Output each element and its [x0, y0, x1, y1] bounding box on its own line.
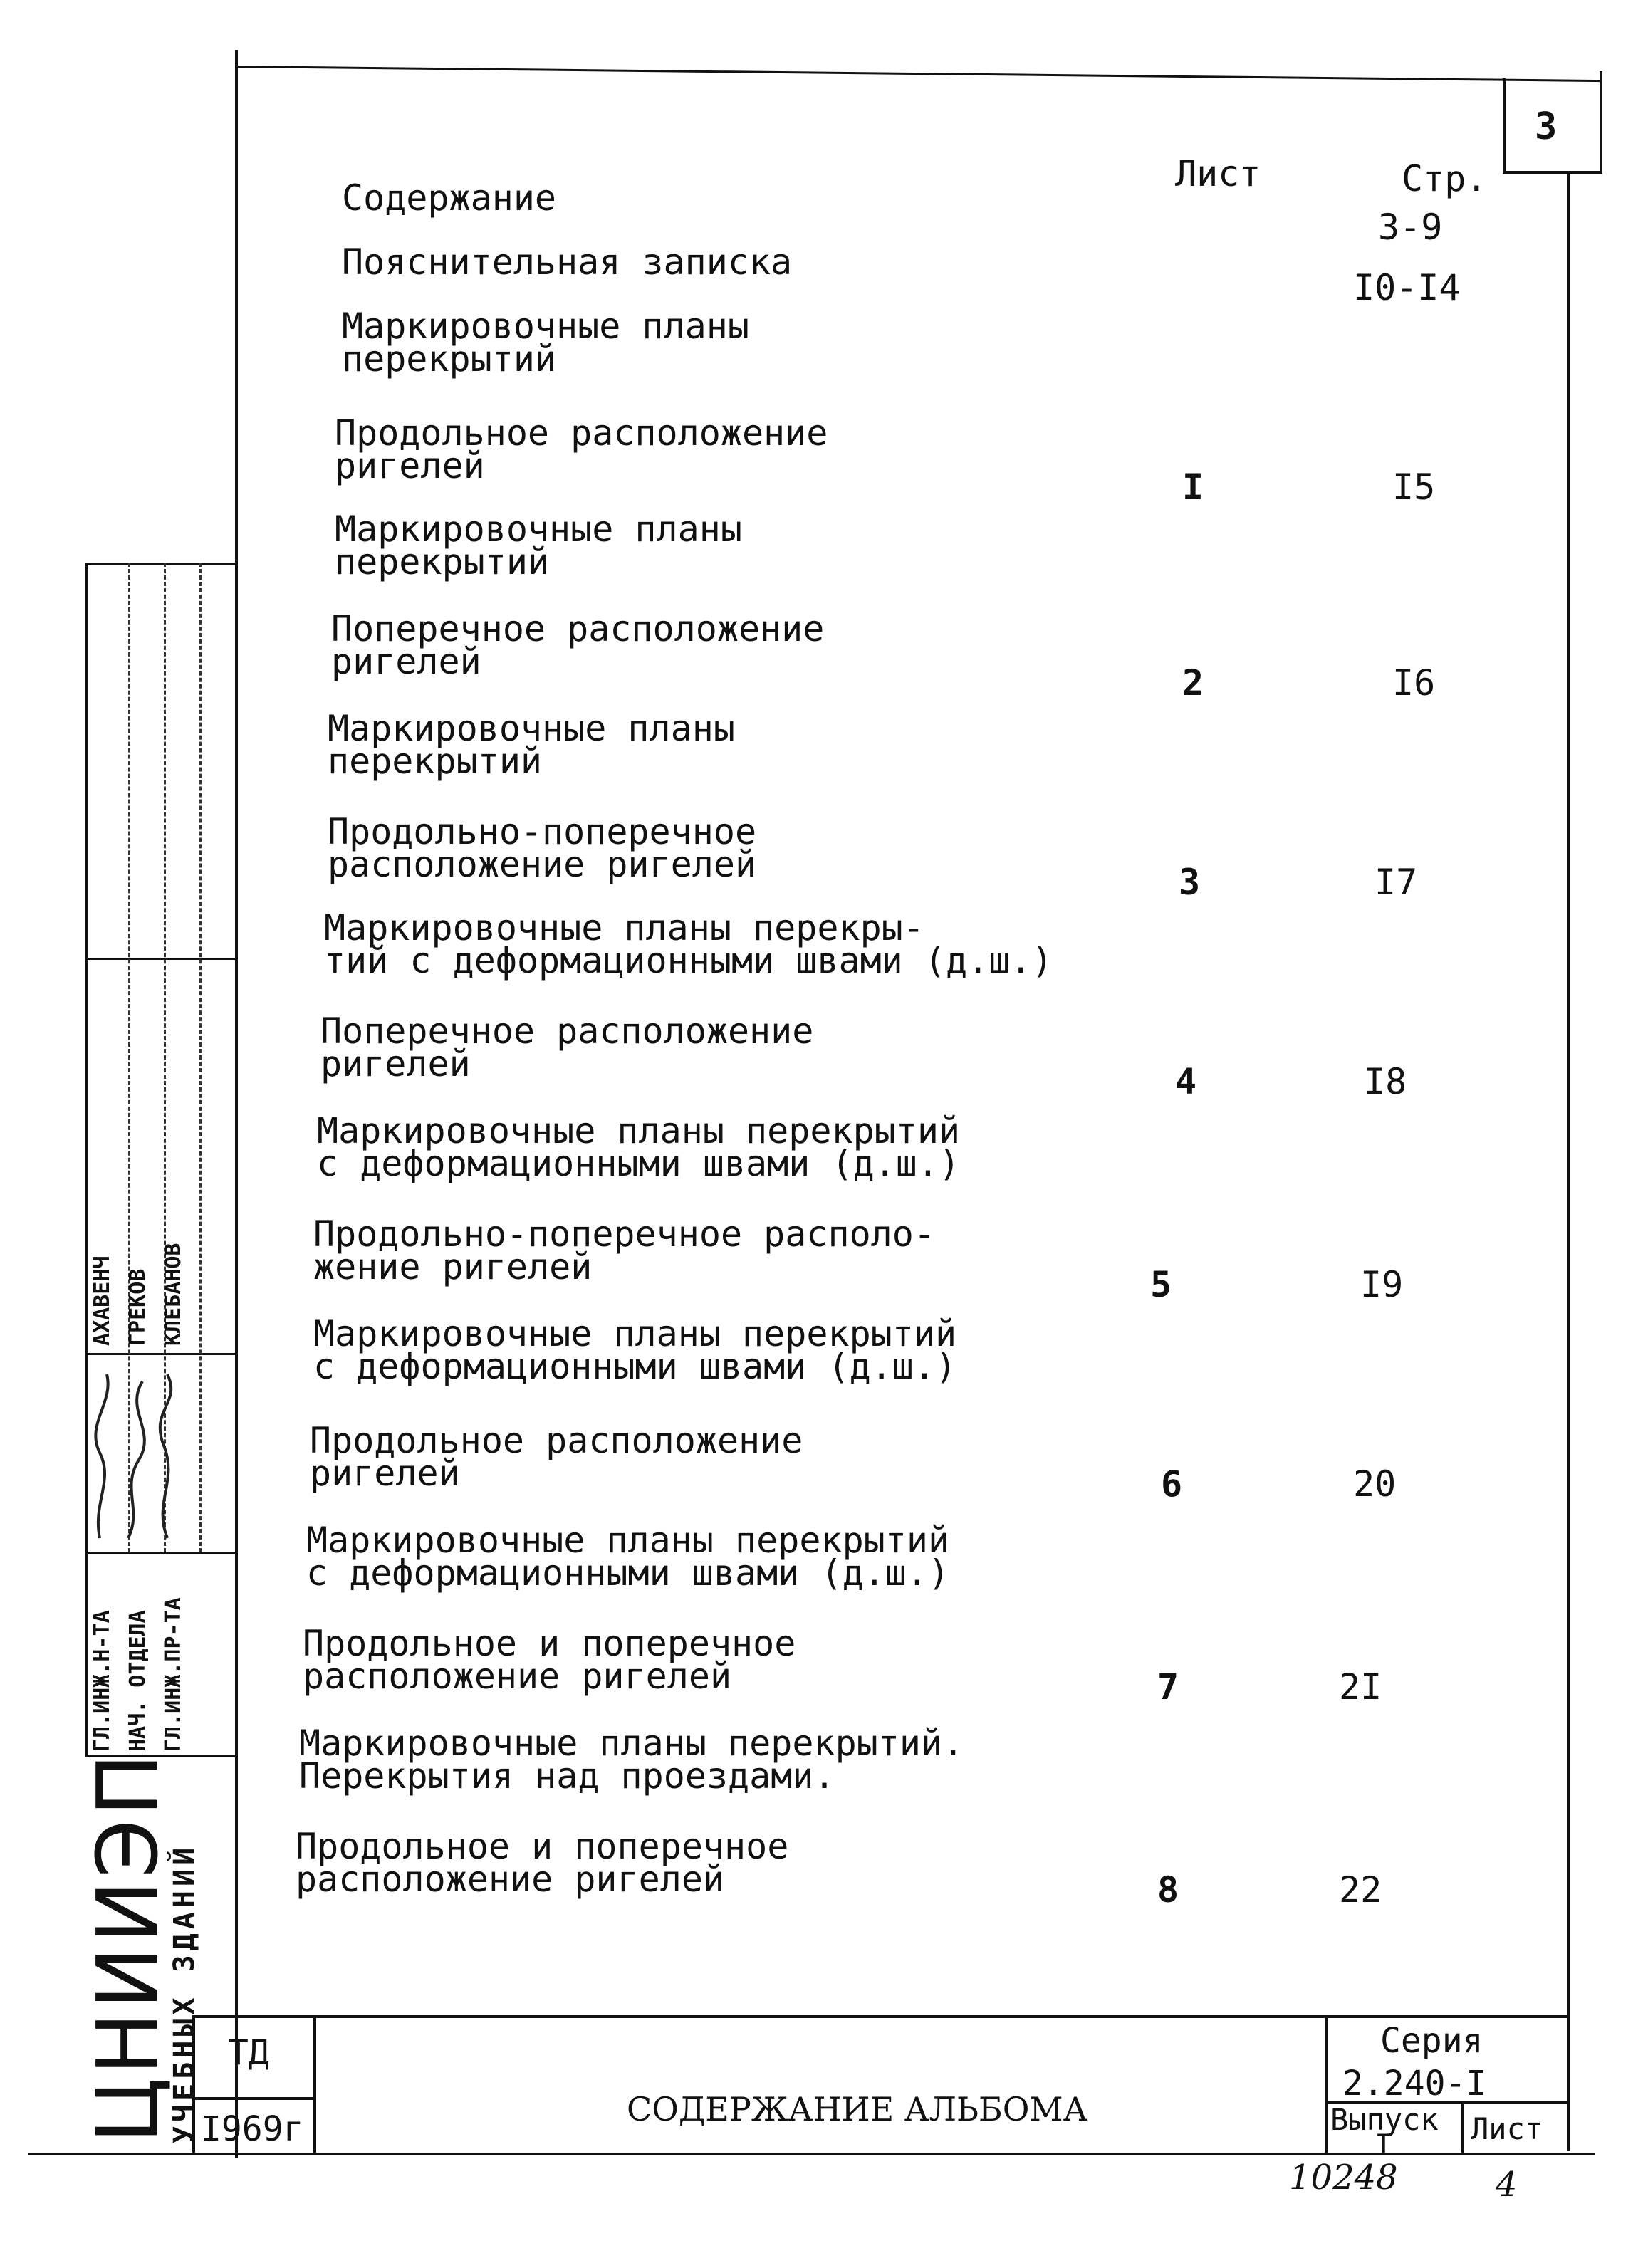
page-box-left	[1503, 78, 1506, 171]
toc-entry-line1: Содержание	[342, 177, 557, 219]
sidebar-line-2	[85, 958, 235, 960]
toc-entry	[317, 1110, 961, 1184]
toc-entry	[310, 1420, 803, 1494]
toc-entry-line2: перекрытий	[335, 541, 550, 582]
toc-entry-line1: Продольно-поперечное	[328, 811, 757, 852]
toc-page-number: 20	[1353, 1463, 1397, 1505]
toc-entry-line1: Маркировочные планы	[335, 508, 742, 550]
title-block-mid	[192, 2097, 313, 2100]
inventory-number: 10248	[1289, 2158, 1398, 2198]
toc-entry	[306, 1520, 950, 1594]
toc-entry-line1: Маркировочные планы перекрытий.	[299, 1723, 964, 1764]
toc-page-number: I8	[1364, 1061, 1407, 1102]
toc-page-number: 3-9	[1378, 207, 1443, 248]
toc-entry-line2: ригелей	[331, 641, 481, 682]
toc-page-number: I7	[1375, 862, 1418, 903]
toc-page-number: I0-I4	[1353, 267, 1461, 308]
sidebar-name-3: КЛЕБАНОВ	[161, 1243, 186, 1346]
frame-right-border	[1567, 171, 1570, 2151]
toc-sheet-number: I	[1182, 466, 1204, 508]
toc-entry	[299, 1723, 964, 1797]
sidebar-name-2: ГРЕКОВ	[125, 1268, 150, 1346]
toc-page-number: I6	[1392, 662, 1436, 704]
toc-page-number: 22	[1339, 1869, 1382, 1911]
toc-page-number: I9	[1360, 1264, 1404, 1305]
toc-entry	[335, 412, 828, 486]
toc-entry-line1: Маркировочные планы перекрытий	[313, 1313, 957, 1354]
year-label: I969г	[201, 2109, 304, 2149]
series-value: 2.240-I	[1342, 2064, 1487, 2104]
series-label: Серия	[1380, 2021, 1483, 2061]
sidebar-role-2: НАЧ. ОТДЕЛА	[125, 1610, 150, 1752]
toc-entry-line1: Поперечное расположение	[320, 1010, 814, 1052]
signature-scribbles	[85, 1360, 235, 1545]
page-box-bottom	[1503, 171, 1602, 174]
sidebar-role-1: ГЛ.ИНЖ.Н-ТА	[90, 1610, 115, 1752]
toc-entry	[320, 1010, 814, 1085]
issue-label: Выпуск	[1330, 2102, 1439, 2137]
toc-entry	[296, 1826, 789, 1900]
sidebar-line-4	[85, 1552, 235, 1554]
page-box-right	[1600, 71, 1602, 172]
sidebar-col-a	[85, 563, 88, 1755]
frame-left-border	[235, 50, 238, 2158]
toc-entry-line2: перекрытий	[328, 741, 543, 782]
toc-entry-line2: с деформационными швами (д.ш.)	[317, 1143, 961, 1184]
title-block-top	[192, 2015, 1567, 2018]
toc-entry	[313, 1213, 935, 1287]
toc-entry-line1: Продольное и поперечное	[303, 1623, 796, 1664]
toc-entry	[331, 608, 825, 682]
toc-entry-line1: Продольно-поперечное располо-	[313, 1213, 935, 1255]
toc-sheet-number: 5	[1150, 1264, 1172, 1305]
title-block-div3	[1461, 2101, 1464, 2154]
toc-entry-line2: с деформационными швами (д.ш.)	[313, 1346, 957, 1387]
toc-page-number: I5	[1392, 466, 1436, 508]
toc-entry-line1: Продольное расположение	[335, 412, 828, 454]
toc-entry	[335, 508, 742, 582]
sidebar-line-top	[85, 563, 235, 565]
toc-entry-line1: Продольное и поперечное	[296, 1826, 789, 1867]
toc-entry-line2: ригелей	[320, 1043, 471, 1085]
album-title: СОДЕРЖАНИЕ АЛЬБОМА	[627, 2090, 1088, 2128]
sheet-number: 4	[1496, 2165, 1518, 2205]
td-label: ТД	[228, 2033, 269, 2073]
toc-entry-line1: Маркировочные планы перекрытий	[317, 1110, 961, 1151]
toc-entry	[342, 305, 749, 380]
sheet-column-header: Лист	[1175, 153, 1261, 194]
toc-sheet-number: 6	[1161, 1463, 1183, 1505]
title-block-div1	[313, 2015, 316, 2154]
toc-sheet-number: 3	[1179, 862, 1201, 903]
toc-sheet-number: 4	[1175, 1061, 1197, 1102]
sheet-label: Лист	[1471, 2111, 1543, 2146]
page-number: 3	[1535, 105, 1558, 148]
toc-entry-line2: расположение ригелей	[296, 1859, 725, 1900]
frame-bottom-border	[28, 2153, 1595, 2155]
sidebar-name-1: АХАВЕНЧ	[90, 1255, 115, 1346]
toc-entry-line2: тий с деформационными швами (д.ш.)	[324, 940, 1053, 981]
toc-entry-line1: Пояснительная записка	[342, 241, 793, 283]
org-main: ЦНИИЭП	[78, 1750, 177, 2143]
toc-entry-line2: жение ригелей	[313, 1246, 593, 1287]
sidebar-line-3	[85, 1353, 235, 1355]
toc-sheet-number: 7	[1157, 1666, 1179, 1708]
issue-value: I	[1375, 2128, 1393, 2163]
toc-entry-line1: Маркировочные планы	[328, 708, 735, 749]
toc-entry-line2: расположение ригелей	[303, 1656, 732, 1697]
toc-entry-line2: ригелей	[335, 445, 485, 486]
toc-entry-line1: Маркировочные планы перекрытий	[306, 1520, 950, 1561]
toc-entry-line2: с деформационными швами (д.ш.)	[306, 1552, 950, 1594]
toc-page-number: 2I	[1339, 1666, 1382, 1708]
toc-entry	[324, 907, 1053, 981]
toc-entry	[303, 1623, 796, 1697]
frame-top-border	[235, 66, 1602, 82]
toc-entry-line1: Продольное расположение	[310, 1420, 803, 1461]
toc-entry-line2: перекрытий	[342, 338, 557, 380]
toc-entry	[342, 241, 793, 283]
toc-entry	[313, 1313, 957, 1387]
toc-entry	[328, 708, 735, 782]
org-sub: УЧЕБНЫХ ЗДАНИЙ	[168, 1843, 201, 2143]
toc-entry-line2: ригелей	[310, 1453, 460, 1494]
title-block-div2	[1325, 2015, 1328, 2154]
sidebar-role-3: ГЛ.ИНЖ.ПР-ТА	[161, 1597, 186, 1752]
toc-sheet-number: 8	[1157, 1869, 1179, 1911]
toc-entry-line2: расположение ригелей	[328, 844, 757, 885]
toc-entry	[342, 177, 557, 219]
toc-entry-line1: Маркировочные планы	[342, 305, 749, 347]
toc-entry-line1: Поперечное расположение	[331, 608, 825, 649]
toc-entry-line2: Перекрытия над проездами.	[299, 1755, 835, 1797]
toc-sheet-number: 2	[1182, 662, 1204, 704]
toc-entry-line1: Маркировочные планы перекры-	[324, 907, 924, 949]
toc-entry	[328, 811, 757, 885]
page-column-header: Стр.	[1402, 158, 1488, 199]
